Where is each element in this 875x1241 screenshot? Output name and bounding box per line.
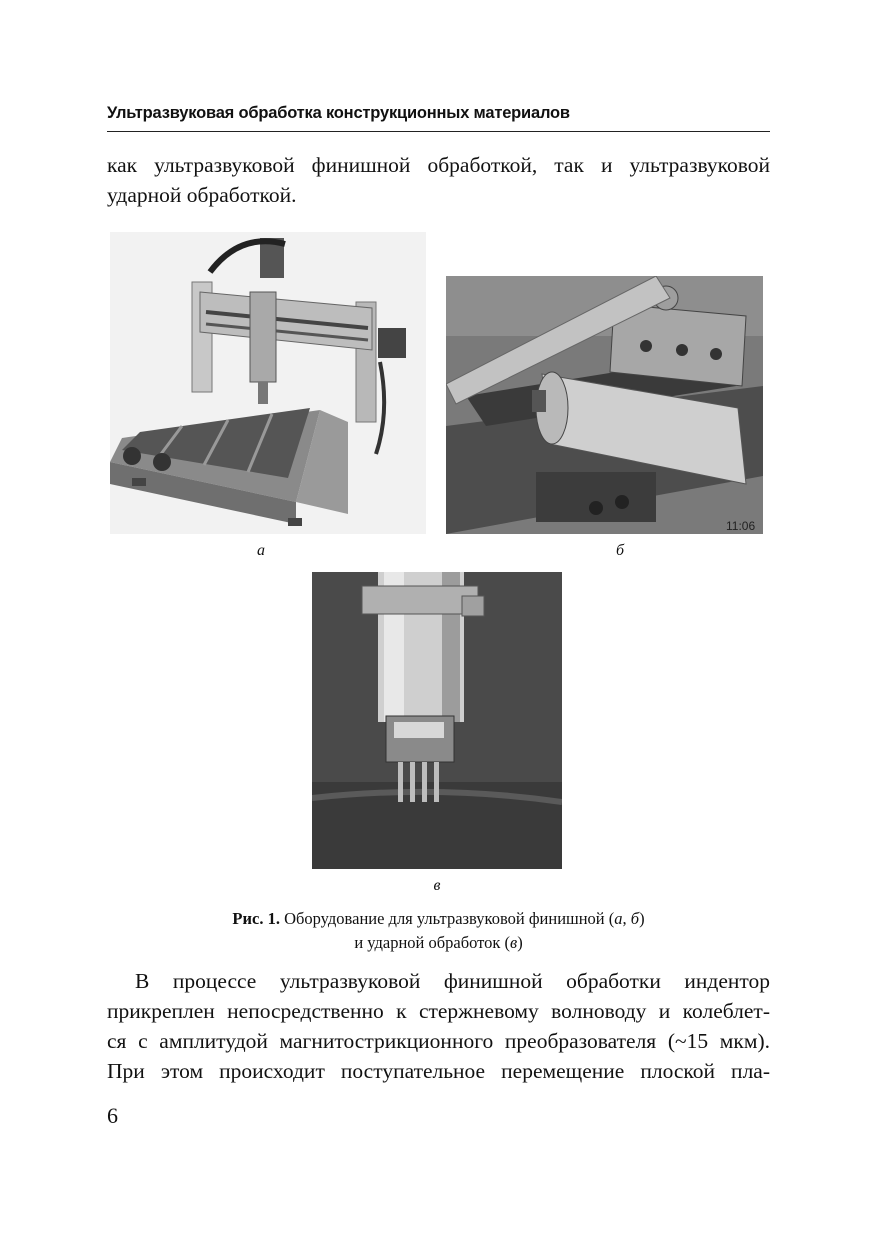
caption-ref-b: б: [630, 909, 640, 928]
figure-photo-b: [446, 276, 763, 534]
video-timestamp: 11:06: [726, 519, 756, 533]
caption-sep: ,: [622, 909, 631, 928]
caption-line-1: [107, 907, 770, 931]
figure-photo-v: [312, 572, 562, 869]
intro-paragraph: [107, 150, 770, 210]
figure-label-b: б: [615, 542, 625, 559]
caption-text-2: и ударной обработок (: [354, 933, 511, 952]
body-paragraph: [107, 966, 770, 1086]
figure-photo-a: [110, 232, 426, 534]
intro-line-1: как ультразвуковой финишной обработкой, так и ультразвуковой: [107, 153, 770, 177]
body-line-4: При этом происходит поступательное перемещение плоской пла-: [107, 1059, 770, 1083]
header-rule: [107, 131, 770, 132]
caption-close-1: ): [639, 909, 645, 928]
caption-line-2: [107, 931, 770, 955]
impact-head-photo: [312, 572, 562, 869]
caption-close-2: ): [517, 933, 523, 952]
body-line-3: ся с амплитудой магнитострикционного преобразователя (~15 мкм).: [107, 1029, 770, 1053]
body-line-2: прикреплен непосредственно к стержневому волноводу и колеблет-: [107, 999, 770, 1023]
caption-ref-a: а: [614, 909, 623, 928]
caption-prefix: Рис. 1.: [232, 909, 280, 928]
running-header: Ультразвуковая обработка конструкционных материалов: [107, 104, 570, 122]
figure-caption: [107, 907, 770, 955]
cnc-machine-photo: [110, 232, 426, 534]
figure-label-v: в: [433, 877, 441, 894]
caption-ref-v: в: [510, 933, 518, 952]
caption-text-1: Оборудование для ультразвуковой финишной (: [279, 909, 615, 928]
intro-line-2: ударной обработкой.: [107, 183, 297, 207]
page-number: 6: [107, 1103, 118, 1128]
figure-label-a: а: [257, 542, 265, 559]
body-line-1: В процессе ультразвуковой финишной обработки индентор: [135, 969, 770, 993]
lathe-ultrasonic-tool-photo: [446, 276, 763, 534]
